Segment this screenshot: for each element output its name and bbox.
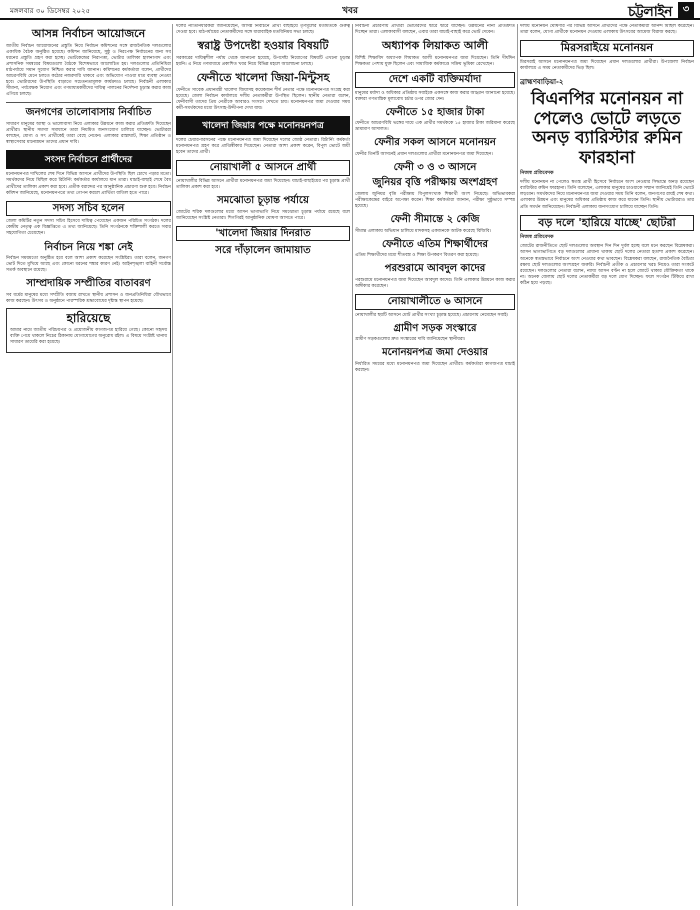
headline: দেশে একটি ব্যক্তিমর্যাদা xyxy=(355,72,515,88)
headline: ফেনীতে ১৫ হাজার টাকা xyxy=(385,106,485,118)
headline: নোয়াখালী ৫ আসনে প্রার্থী xyxy=(176,160,350,176)
notice-title: হারিয়েছে xyxy=(66,310,111,325)
headline: 'খালেদা জিয়ার দিনরাত xyxy=(176,226,350,242)
article-body: সব ধর্মের মানুষের মধ্যে সম্প্রীতি বজায় রাখতে স্থানীয় প্রশাসন ও জনপ্রতিনিধিরা যৌথভাবে কাজ করছেন। উৎসব ও অনুষ্ঠানে পারস্পরিক শ্রদ্ধাবোধের দৃষ্টান্ত স্থাপন হয়েছে। xyxy=(6,292,171,304)
headline: সমঝোতা চূড়ান্ত পর্যায়ে xyxy=(217,195,309,206)
article-body: জোটের শরিক দলগুলোর মধ্যে আসন ভাগাভাগি নিয়ে সমঝোতা চূড়ান্ত পর্যায়ে রয়েছে বলে জানিয়েছেন সংশ্লিষ্ট নেতারা। শিগগিরই আনুষ্ঠানিক ঘোষণা আসতে পারে। xyxy=(176,209,350,221)
article-body: দলের চেয়ারপারসনের পক্ষে মনোনয়নপত্র জমা দিয়েছেন দলের জ্যেষ্ঠ নেতারা। রিটার্নিং কর্মকর্তা মনোনয়নপত্র গ্রহণ করে প্রাপ্তিস্বীকার দিয়েছেন। নেতারা আশা প্রকাশ করেন, বিপুল ভোটে জয়ী হবেন তাদের প্রার্থী। xyxy=(176,138,350,156)
column-rule xyxy=(517,24,518,906)
headline: জুনিয়র বৃত্তি পরীক্ষায় অংশগ্রহণ xyxy=(372,177,498,189)
article-body: সীমান্ত এলাকায় অভিযান চালিয়ে মাদকসহ একজনকে আটক করেছে বিজিবি। xyxy=(355,228,491,234)
column-3 xyxy=(355,24,515,906)
headline: মিরসরাইয়ে মনোনয়ন xyxy=(520,40,694,57)
article-body: পরশুরামে মনোনয়নপত্র জমা দিয়েছেন আবদুল কাদের। তিনি এলাকার উন্নয়নে কাজ করার অঙ্গীকার করেছেন। xyxy=(355,277,515,290)
article-body: ফেনীর তিনটি আসনেই প্রধান দলগুলোর প্রার্থীরা মনোনয়নপত্র জমা দিয়েছেন। xyxy=(355,151,493,157)
notice-body: আমার নামে জাতীয় পরিচয়পত্র ও প্রয়োজনীয় কাগজপত্র হারিয়ে গেছে। কোনো সহৃদয় ব্যক্তি পেয়ে থাকলে নিচের ঠিকানায় যোগাযোগের অনুরোধ রইল। এ বিষয়ে সংশ্লিষ্ট থানায় সাধারণ ডায়েরি করা হয়েছে। xyxy=(10,327,167,345)
headline: সদস্য সচিব হলেন xyxy=(6,201,171,217)
column-rule xyxy=(172,24,173,906)
article-body: জেলায় জুনিয়র বৃত্তি পরীক্ষায় বিপুলসংখ্যক শিক্ষার্থী অংশ নিয়েছে। অভিভাবকরা পরীক্ষাকেন্দ্রের বাইরে অপেক্ষা করেন। শিক্ষা কর্মকর্তারা জানান, পরীক্ষা সুষ্ঠুভাবে সম্পন্ন হয়েছে। xyxy=(355,191,515,210)
article-body: দলের নীতিনির্ধারকরা জানিয়েছেন, আসন্ন নির্বাচনে প্রার্থী বাছাইয়ে তৃণমূলের মতামতকে গুরুত্ব দেওয়া হবে। মাঠপর্যায়ের নেতাকর্মীদের সঙ্গে ধারাবাহিক মতবিনিময় সভা চলছে। xyxy=(176,24,350,36)
headline-banner: সংসদ নির্বাচনে প্রার্থীদের xyxy=(6,150,171,169)
article-body: এতিম শিক্ষার্থীদের মধ্যে শীতবস্ত্র ও শিক্ষা উপকরণ বিতরণ করা হয়েছে। xyxy=(355,253,479,259)
article-body: জাতীয় নির্বাচন আয়োজনের প্রস্তুতি নিয়ে নির্বাচন কমিশনের সঙ্গে রাজনৈতিক দলগুলোর একাধিক বৈঠক অনুষ্ঠিত হয়েছে। কমিশন জানিয়েছে, সুষ্ঠু ও নিরপেক্ষ নির্বাচনের জন্য সব ধরনের প্রস্তুতি গ্রহণ করা হচ্ছে। ভোটকেন্দ্রের নিরাপত্তা, ভোটার তালিকা হালনাগাদ এবং প্রশাসনিক সমন্বয়ের বিষয়গুলো বৈঠকে বিশেষভাবে আলোচিত হয়। দলগুলোর প্রতিনিধিরা মাঠপর্যায়ে সমান সুযোগ নিশ্চিত করার দাবি জানান। কমিশনের কর্মকর্তারা বলেন, প্রার্থীদের আচরণবিধি মেনে চলতে কঠোর নজরদারি থাকবে এবং অভিযোগ পাওয়া মাত্র ব্যবস্থা নেওয়া হবে। ভোটারদের উপস্থিতি বাড়াতে সচেতনতামূলক কার্যক্রমও চলছে। নির্বাচনী এলাকার সীমানা, পর্যবেক্ষক নিয়োগ এবং গণমাধ্যমকর্মীদের দায়িত্ব পালনের নির্দেশনা চূড়ান্ত করার কাজ এগিয়ে চলছে। xyxy=(6,43,171,98)
article-body: জেলা কমিটির নতুন সদস্য সচিব হিসেবে দায়িত্ব পেয়েছেন একজন পরিচিত সংগঠক। দলের কেন্দ্রীয় নেতৃত্ব এক বিজ্ঞপ্তিতে এ তথ্য জানিয়েছে। তিনি সংগঠনকে শক্তিশালী করতে সবার সহযোগিতা চেয়েছেন। xyxy=(6,219,171,237)
column-rule xyxy=(352,24,353,906)
headline: স্বরাষ্ট্র উপদেষ্টা হওয়ার বিষয়টি xyxy=(197,39,329,53)
headline: ফেনীর সকল আসনে মনোনয়ন xyxy=(374,137,496,149)
article-body: ফেনীতে আচরণবিধি ভঙ্গের দায়ে এক প্রার্থীর সমর্থককে ১৫ হাজার টাকা জরিমানা করেছে ভ্রাম্যমাণ আদালত। xyxy=(355,121,515,133)
divider xyxy=(6,102,171,103)
byline: নিজস্ব প্রতিবেদক xyxy=(520,170,554,177)
headline: বড় দলে 'হারিয়ে যাচ্ছে' ছোটরা xyxy=(520,215,694,232)
lost-notice xyxy=(6,308,171,353)
section-title: খবর xyxy=(342,6,358,16)
headline: ফেনীতে এতিম শিক্ষার্থীদের xyxy=(381,238,489,250)
headline-banner: খালেদা জিয়ার পক্ষে মনোনয়নপত্র xyxy=(176,116,350,135)
brand-logo: চট্টলাইন xyxy=(627,4,672,20)
column-2 xyxy=(176,24,350,906)
article-body: নির্ধারিত সময়ের মধ্যে মনোনয়নপত্র জমা দিয়েছেন প্রার্থীরা। কর্মকর্তারা কাগজপত্র যাচাই করছেন। xyxy=(355,361,515,373)
headline: মনোনয়নপত্র জমা দেওয়ার xyxy=(382,347,488,359)
kicker: ব্রাহ্মণবাড়িয়া-২ xyxy=(520,78,564,87)
page-header xyxy=(0,0,700,20)
headline: গ্রামীণ সড়ক সংস্কারে xyxy=(393,322,477,334)
article-body: জোটের রাজনীতিতে ছোট দলগুলোর অবস্থান দিন দিন দুর্বল হচ্ছে বলে মনে করছেন বিশ্লেষকরা। আসন ভাগাভাগিতে বড় দলগুলোর প্রাধান্য থাকায় ছোট দলের নেতারা হতাশা প্রকাশ করেছেন। অনেকে স্বতন্ত্রভাবে নির্বাচনে অংশ নেওয়ার কথা ভাবছেন। বিশ্লেষকরা বলছেন, রাজনৈতিক বৈচিত্র্য রক্ষায় ছোট দলগুলোর অংশগ্রহণ জরুরি। নির্বাচনী প্রতীক ও প্রচারণার খরচ নিয়েও তারা সংকটে রয়েছেন। দলগুলোর নেতারা বলেন, ন্যায্য আসন বণ্টন না হলে জোটে থাকার যৌক্তিকতা থাকে না। অনেক জেলায় ছোট দলের নেতাকর্মীরা বড় দলে যোগ দিচ্ছেন। ফলে সংগঠন টিকিয়ে রাখা কঠিন হয়ে পড়ছে। xyxy=(520,244,694,286)
headline: ফেনী সীমান্তে ২ কেজি xyxy=(390,214,480,226)
article-body: দলীয় মনোনয়ন না পেলেও স্বতন্ত্র প্রার্থী হিসেবে নির্বাচনে অংশ নেওয়ার সিদ্ধান্তে অনড় রয়েছেন ব্যারিস্টার রুমিন ফারহানা। তিনি বলেছেন, এলাকার মানুষের চাওয়াকে সম্মান জানিয়েই তিনি ভোটে লড়বেন। সমর্থকদের নিয়ে মনোনয়নপত্র জমা দেওয়ার সময় তিনি বলেন, জনগণের রায়ই শেষ কথা। এলাকার উন্নয়ন এবং মানুষের অধিকার প্রতিষ্ঠায় কাজ করে যাবেন তিনি। স্থানীয় ভোটাররাও তার প্রতি সমর্থন জানিয়েছেন। নির্বাচনী এলাকায় জনসংযোগ চালিয়ে যাচ্ছেন তিনি। xyxy=(520,180,694,210)
article-body: সরকারের দায়িত্বশীল পর্যায় থেকে জানানো হয়েছে, উপদেষ্টা নিয়োগের বিষয়টি এখনো চূড়ান্ত হয়নি। এ নিয়ে গণমাধ্যমে প্রকাশিত খবর নিয়ে বিভিন্ন মহলে আলোচনা চলছে। xyxy=(176,55,350,67)
article-body: মিরসরাই আসনে মনোনয়নপত্র জমা দিয়েছেন প্রধান দলগুলোর প্রার্থীরা। উপজেলা নির্বাচন কার্যালয়ে এ সময় নেতাকর্মীদের ভিড় ছিল। xyxy=(520,59,694,71)
article-body: নির্বাচনী প্রচারণায় প্রার্থীরা ভোটারদের দ্বারে দ্বারে যাচ্ছেন। উন্নয়নের নানা প্রতিশ্রুতি দিচ্ছেন তারা। এলাকাবাসী বলছেন, এবার তারা যাচাই-বাছাই করে ভোট দেবেন। xyxy=(355,24,515,36)
column-1 xyxy=(6,24,171,906)
headline: ফেনীতে খালেদা জিয়া-মিন্টুসহ xyxy=(196,71,330,85)
headline: সাম্প্রদায়িক সম্প্রীতির বাতাবরণ xyxy=(26,278,151,290)
headline: নোয়াখালীতে ৬ আসনে xyxy=(355,294,515,310)
byline: নিজস্ব প্রতিবেদক xyxy=(520,234,554,241)
headline: ফেনী ৩ ও ৩ আসনে xyxy=(393,161,477,173)
article-body: বিশিষ্ট শিক্ষাবিদ অধ্যাপক লিয়াকত আলী মনোনয়নপত্র জমা দিয়েছেন। তিনি দীর্ঘদিন শিক্ষকতা পেশায় যুক্ত ছিলেন এবং সামাজিক কর্মকাণ্ডে সক্রিয় ভূমিকা রেখেছেন। xyxy=(355,55,515,67)
article-body: নোয়াখালীর ছয়টি আসনে মোট প্রার্থীর সংখ্যা চূড়ান্ত হয়েছে। প্রচারণায় নেমেছেন সবাই। xyxy=(355,312,509,318)
headline: নির্বাচন নিয়ে শঙ্কা নেই xyxy=(44,241,133,253)
article-body: গ্রামীণ সড়কগুলোর দ্রুত সংস্কারের দাবি জানিয়েছেন স্থানীয়রা। xyxy=(355,337,466,343)
headline: পরশুরামে আবদুল কাদের xyxy=(384,263,486,275)
page-number: ৩ xyxy=(678,2,694,18)
article-body: ফেনীতে সাবেক প্রধানমন্ত্রী খালেদা জিয়াসহ কয়েকজন শীর্ষ নেতার পক্ষে মনোনয়নপত্র সংগ্রহ করা হয়েছে। জেলা নির্বাচন কার্যালয়ে দলীয় নেতাকর্মীরা উপস্থিত ছিলেন। স্থানীয় নেতারা বলেন, ফেনীবাসী তাদের প্রিয় নেত্রীকে আবারও সংসদে দেখতে চায়। মনোনয়নপত্র জমা দেওয়ার সময় কর্মী-সমর্থকদের মধ্যে উৎসাহ-উদ্দীপনা দেখা যায়। xyxy=(176,87,350,111)
article-body: দলীয় মনোনয়ন ঘোষণার পর বিভিন্ন আসনে প্রার্থীদের পক্ষে নেতাকর্মীরা আনন্দ মিছিল করেছেন। তারা বলেন, যোগ্য প্রার্থীকে মনোনয়ন দেওয়ায় এলাকায় উৎসবের আমেজ বিরাজ করছে। xyxy=(520,24,694,36)
article-body: নোয়াখালীর বিভিন্ন আসনে প্রার্থীরা মনোনয়নপত্র জমা দিয়েছেন। যাচাই-বাছাইয়ের পর চূড়ান্ত প্রার্থী তালিকা প্রকাশ করা হবে। xyxy=(176,178,350,190)
issue-date: মঙ্গলবার ৩০ ডিসেম্বর ২০২৫ xyxy=(10,7,91,15)
headline: আসন্ন নির্বাচন আয়োজনে xyxy=(31,27,146,40)
article-body: মনোনয়নপত্র দাখিলের শেষ দিনে বিভিন্ন আসনে প্রার্থীদের উপস্থিতি ছিল চোখে পড়ার মতো। সমর্থকদের নিয়ে মিছিল করে রিটার্নিং কর্মকর্তার কার্যালয়ে যান তারা। যাচাই-বাছাই শেষে বৈধ প্রার্থীদের তালিকা প্রকাশ করা হবে। প্রতীক বরাদ্দের পর আনুষ্ঠানিক প্রচারণা শুরু হবে। নির্বাচন কমিশন জানিয়েছে, মনোনয়নপত্রে তথ্য গোপন করলে প্রার্থিতা বাতিল হতে পারে। xyxy=(6,172,171,196)
lead-headline: বিএনপির মনোনয়ন না পেলেও ভোটে লড়তে অনড় ব্যারিস্টার রুমিন ফারহানা xyxy=(531,89,683,168)
article-body: নির্বাচন সময়মতো অনুষ্ঠিত হবে বলে আশা প্রকাশ করেছেন সংশ্লিষ্টরা। তারা বলেন, জনগণ ভোট দিতে মুখিয়ে আছে এবং কোনো ধরনের শঙ্কার কারণ নেই। আইনশৃঙ্খলা বাহিনী সর্বোচ্চ সতর্ক অবস্থানে রয়েছে। xyxy=(6,256,171,274)
article-body: মানুষের মর্যাদা ও অধিকার প্রতিষ্ঠায় সবাইকে একসঙ্গে কাজ করার আহ্বান জানানো হয়েছে। বক্তারা গণতান্ত্রিক মূল্যবোধ চর্চার ওপর জোর দেন। xyxy=(355,90,515,102)
headline: জনগণের তালোবাসায় নির্বাচিত xyxy=(25,107,152,119)
article-body: সাধারণ মানুষের আস্থা ও ভালোবাসা নিয়ে এলাকার উন্নয়নে কাজ করার প্রতিশ্রুতি দিয়েছেন প্রার্থীরা। স্থানীয় সমস্যা সমাধানে তারা নিয়মিত জনসংযোগ চালিয়ে যাচ্ছেন। ভোটাররা বলছেন, যোগ্য ও সৎ প্রার্থীকেই তারা বেছে নেবেন। এলাকার রাস্তাঘাট, শিক্ষা প্রতিষ্ঠান ও স্বাস্থ্যসেবার মানোন্নয়ন তাদের প্রধান দাবি। xyxy=(6,121,171,146)
column-4 xyxy=(520,24,694,906)
headline: অধ্যাপক লিয়াকত আলী xyxy=(381,39,489,53)
headline: সরে দাঁড়ালেন জামায়াত xyxy=(215,245,311,257)
